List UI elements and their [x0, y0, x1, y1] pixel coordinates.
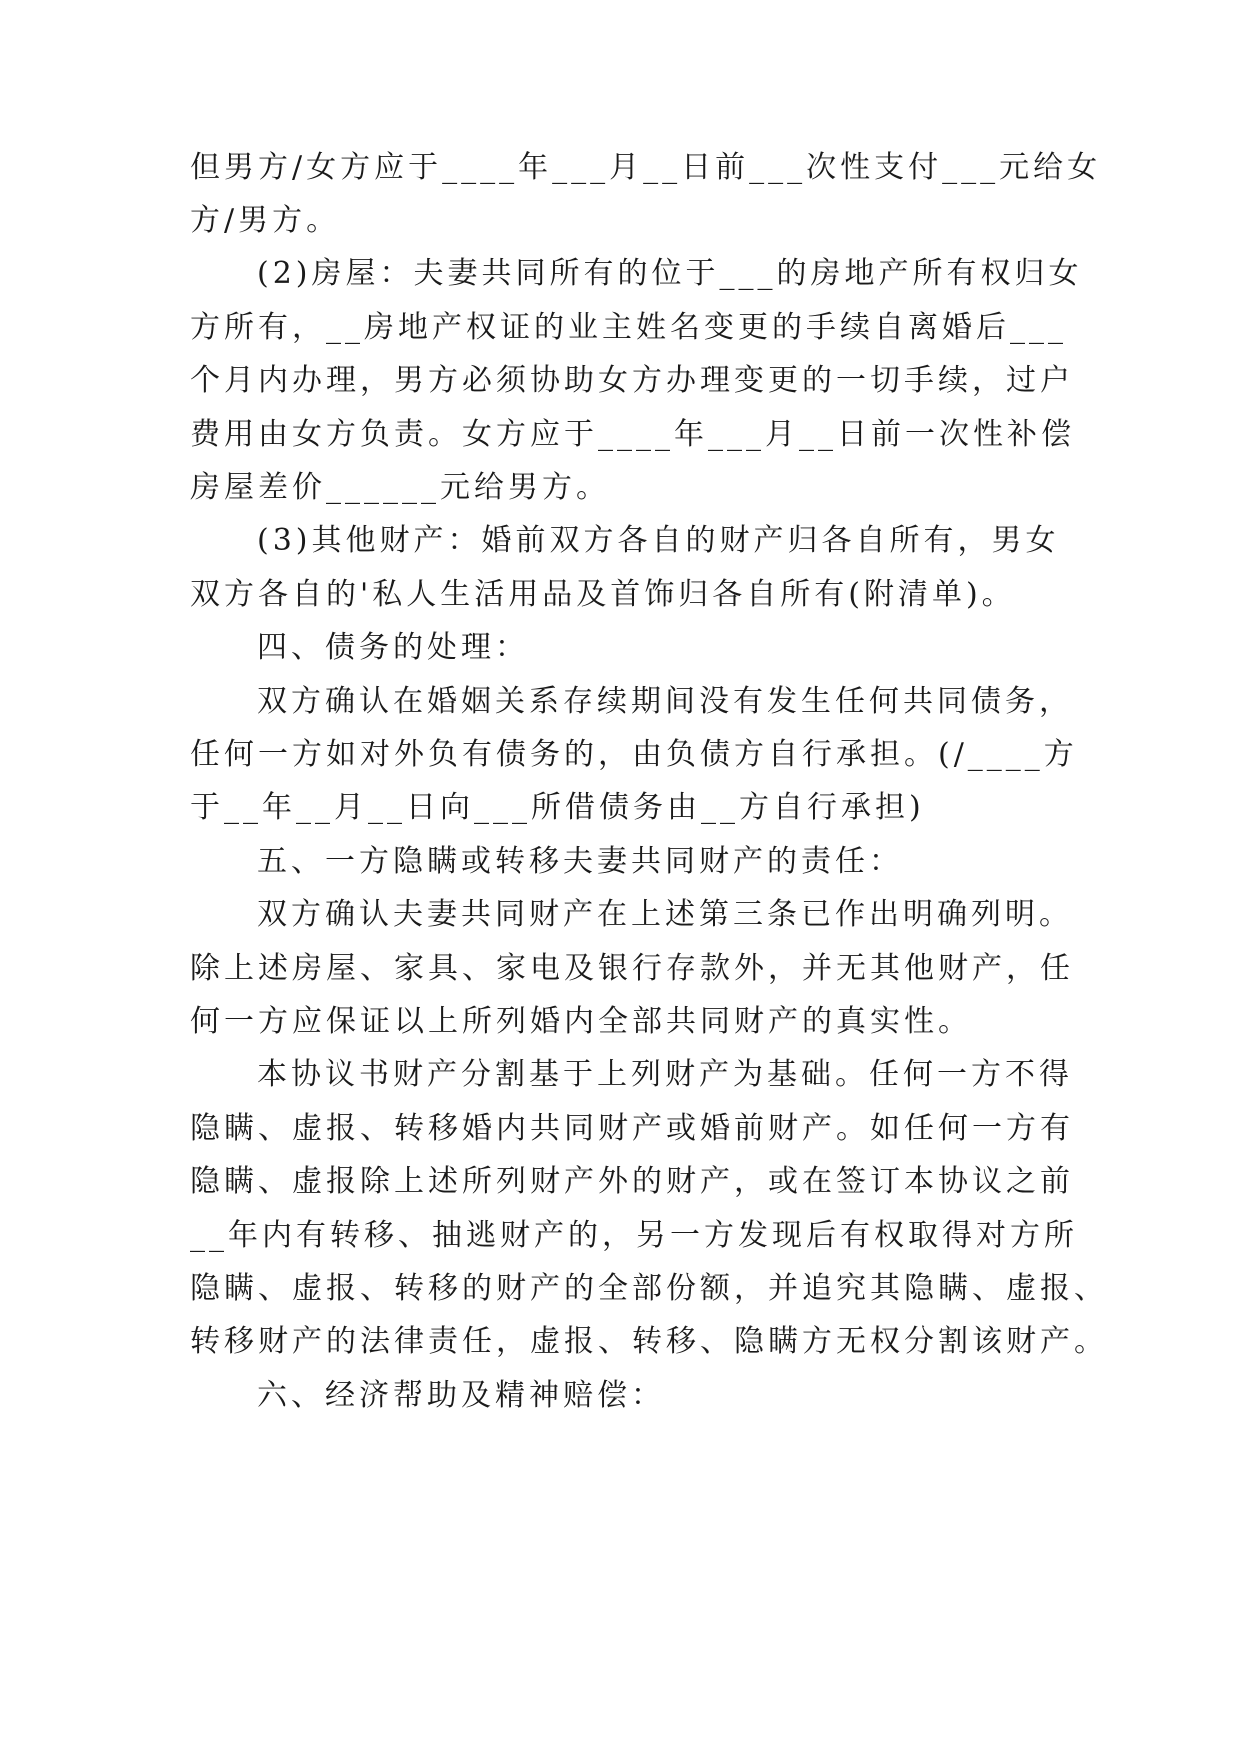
text-line: 隐瞒、虚报、转移婚内共同财产或婚前财产。如任何一方有 [190, 1111, 1074, 1146]
text-line: 双方确认在婚姻关系存续期间没有发生任何共同债务， [257, 684, 1073, 719]
text-line: 但男方/女方应于____年___月__日前___次性支付___元给女 [190, 150, 1102, 185]
text-line: 房屋差价______元给男方。 [190, 470, 610, 505]
text-line: __年内有转移、抽逃财产的，另一方发现后有权取得对方所 [190, 1218, 1078, 1253]
text-line: 任何一方如对外负有债务的，由负债方自行承担。(/____方 [190, 737, 1078, 772]
text-line: 转移财产的法律责任，虚报、转移、隐瞒方无权分割该财产。 [190, 1324, 1108, 1359]
section-heading: 五、一方隐瞒或转移夫妻共同财产的责任： [257, 844, 903, 879]
text-line: 除上述房屋、家具、家电及银行存款外，并无其他财产，任 [190, 951, 1074, 986]
text-line: 方所有，__房地产权证的业主姓名变更的手续自离婚后___ [190, 310, 1067, 345]
text-line: 费用由女方负责。女方应于____年___月__日前一次性补偿 [190, 417, 1075, 452]
text-line: 隐瞒、虚报除上述所列财产外的财产，或在签订本协议之前 [190, 1164, 1074, 1199]
text-line: 双方各自的'私人生活用品及首饰归各自所有(附清单)。 [190, 577, 1016, 612]
text-line: 于__年__月__日向___所借债务由__方自行承担) [190, 790, 925, 825]
text-line: 何一方应保证以上所列婚内全部共同财产的真实性。 [190, 1004, 972, 1039]
section-heading: 六、经济帮助及精神赔偿： [257, 1378, 665, 1413]
text-line: (2)房屋：夫妻共同所有的位于___的房地产所有权归女 [257, 256, 1083, 291]
text-line: 双方确认夫妻共同财产在上述第三条已作出明确列明。 [257, 897, 1073, 932]
text-line: 方/男方。 [190, 203, 341, 238]
text-line: 个月内办理，男方必须协助女方办理变更的一切手续，过户 [190, 363, 1074, 398]
text-line: (3)其他财产：婚前双方各自的财产归各自所有，男女 [257, 523, 1060, 558]
text-line: 隐瞒、虚报、转移的财产的全部份额，并追究其隐瞒、虚报、 [190, 1271, 1108, 1306]
section-heading: 四、债务的处理： [257, 630, 529, 665]
text-line: 本协议书财产分割基于上列财产为基础。任何一方不得 [257, 1057, 1073, 1092]
